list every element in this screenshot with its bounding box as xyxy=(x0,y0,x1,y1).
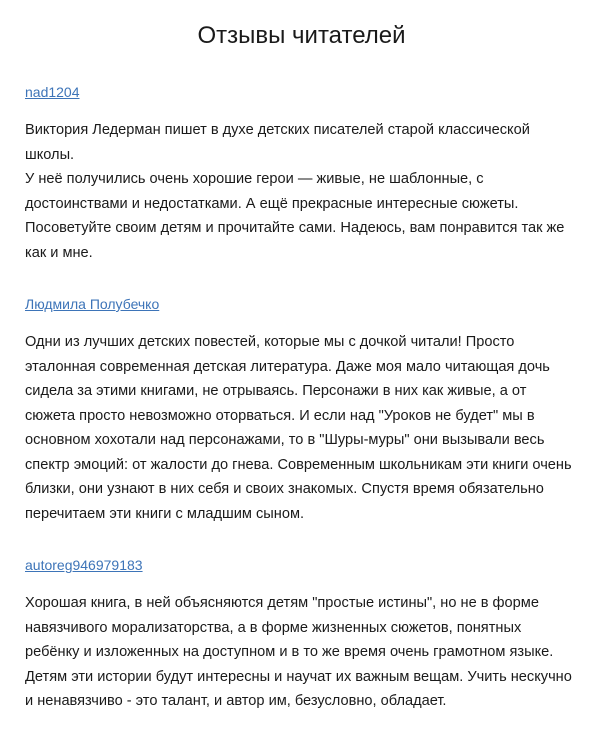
review-author-link[interactable]: nad1204 xyxy=(25,84,80,100)
reviews-list xyxy=(25,82,578,714)
review-item xyxy=(25,82,578,265)
review-item xyxy=(25,294,578,526)
review-author-link[interactable]: autoreg946979183 xyxy=(25,557,143,573)
page-title: Отзывы читателей xyxy=(197,22,406,49)
review-item xyxy=(25,555,578,714)
review-author-link[interactable]: Людмила Полубечко xyxy=(25,296,160,312)
review-text: Виктория Ледерман пишет в духе детских писателей старой классической школы. У неё получились очень хорошие герои — живые, не шаблонные, с достоинствами и недостатками. А ещё прекрасные интересные сюжеты. Посоветуйте своим детям и прочитайте сами. Надеюсь, вам понравится так же как и мне. xyxy=(25,122,565,261)
review-text: Одни из лучших детских повестей, которые мы с дочкой читали! Просто эталонная современная детская литература. Даже моя мало читающая дочь сидела за этими книгами, не отрываясь. Персонажи в них как живые, а от сюжета просто невозможно оторваться. И если над "Уроков не будет" мы в основном хохотали над персонажами, то в "Шуры-муры" они вызывали весь спектр эмоций: от жалости до гнева. Современным школьникам эти книги очень близки, они узнают в них себя и своих знакомых. Спустя время обязательно перечитаем эти книги с младшим сыном. xyxy=(25,334,572,522)
review-text: Хорошая книга, в ней объясняются детям "простые истины", но не в форме навязчивого морализаторства, а в форме жизненных сюжетов, понятных ребёнку и изложенных на доступном и в то же время очень грамотном языке. Детям эти истории будут интересны и научат их важным вещам. Учить нескучно и ненавязчиво - это талант, и автор им, безусловно, обладает. xyxy=(25,595,572,709)
